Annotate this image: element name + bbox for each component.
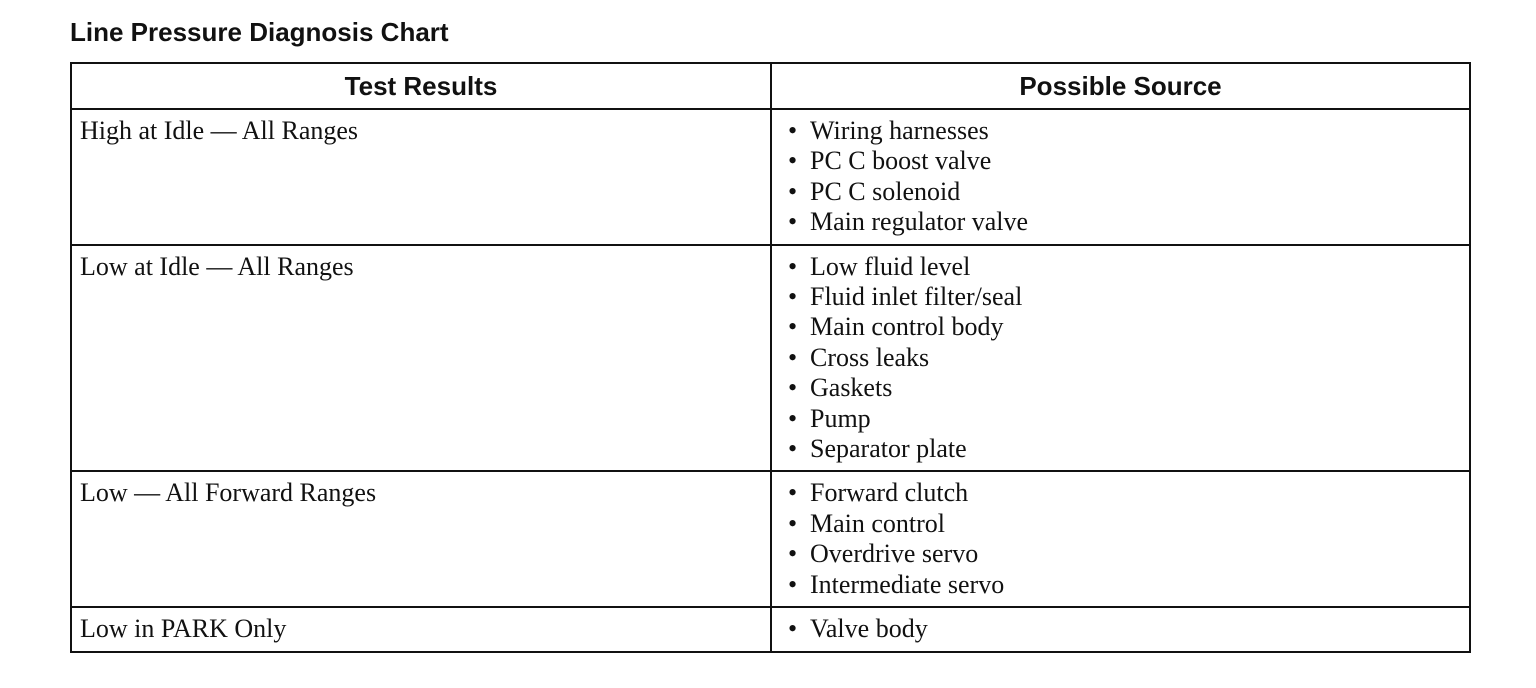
bullet-icon: • (788, 434, 798, 464)
source-text: Low fluid level (810, 251, 971, 281)
possible-source-cell (771, 109, 1470, 245)
list-item (788, 177, 1461, 207)
test-result: Low at Idle — All Ranges (80, 251, 354, 281)
source-text: Fluid inlet filter/seal (810, 282, 1023, 312)
list-item (788, 343, 1461, 373)
source-text: PC C boost valve (810, 146, 992, 176)
header-test-results: Test Results (71, 63, 771, 109)
source-text: Main control (810, 508, 946, 538)
table-row (71, 607, 1470, 651)
bullet-icon: • (788, 176, 798, 206)
bullet-icon: • (788, 282, 798, 312)
bullet-icon: • (788, 478, 798, 508)
test-result-cell (71, 109, 771, 245)
source-text: Intermediate servo (810, 569, 1005, 599)
source-list (780, 252, 1461, 465)
table-row (71, 471, 1470, 607)
diagnosis-table (70, 62, 1471, 653)
list-item (788, 282, 1461, 312)
source-list (780, 116, 1461, 238)
possible-source-cell (771, 245, 1470, 472)
source-text: Wiring harnesses (810, 116, 989, 145)
source-text: Valve body (810, 614, 928, 644)
source-text: Pump (810, 403, 871, 433)
source-text: Gaskets (810, 373, 893, 403)
source-text: Separator plate (810, 434, 967, 464)
list-item (788, 509, 1461, 539)
list-item (788, 434, 1461, 464)
list-item (788, 404, 1461, 434)
list-item (788, 570, 1461, 600)
source-text: Main regulator valve (810, 207, 1029, 237)
source-text: Overdrive servo (810, 539, 979, 569)
test-result-cell (71, 607, 771, 651)
bullet-icon: • (788, 403, 798, 433)
source-text: Cross leaks (810, 342, 930, 372)
list-item (788, 207, 1461, 237)
test-result: High at Idle — All Ranges (80, 116, 359, 145)
list-item (788, 478, 1461, 508)
bullet-icon: • (788, 508, 798, 538)
source-list (780, 478, 1461, 600)
test-result: Low — All Forward Ranges (80, 478, 377, 508)
list-item (788, 252, 1461, 282)
source-text: PC C solenoid (810, 176, 961, 206)
bullet-icon: • (788, 207, 798, 237)
list-item (788, 373, 1461, 403)
possible-source-cell (771, 607, 1470, 651)
table-row (71, 245, 1470, 472)
bullet-icon: • (788, 251, 798, 281)
list-item (788, 116, 1461, 146)
source-text: Main control body (810, 312, 1004, 342)
bullet-icon: • (788, 312, 798, 342)
list-item (788, 312, 1461, 342)
bullet-icon: • (788, 614, 798, 644)
list-item (788, 614, 1461, 644)
possible-source-cell (771, 471, 1470, 607)
bullet-icon: • (788, 342, 798, 372)
bullet-icon: • (788, 146, 798, 176)
table-row (71, 109, 1470, 245)
test-result-cell (71, 245, 771, 472)
header-row (71, 63, 1470, 109)
list-item (788, 146, 1461, 176)
bullet-icon: • (788, 116, 798, 145)
source-list (780, 614, 1461, 644)
bullet-icon: • (788, 569, 798, 599)
list-item (788, 539, 1461, 569)
source-text: Forward clutch (810, 478, 969, 508)
test-result-cell (71, 471, 771, 607)
header-possible-source: Possible Source (771, 63, 1470, 109)
bullet-icon: • (788, 373, 798, 403)
test-result: Low in PARK Only (80, 614, 287, 644)
chart-title: Line Pressure Diagnosis Chart (70, 17, 449, 47)
bullet-icon: • (788, 539, 798, 569)
